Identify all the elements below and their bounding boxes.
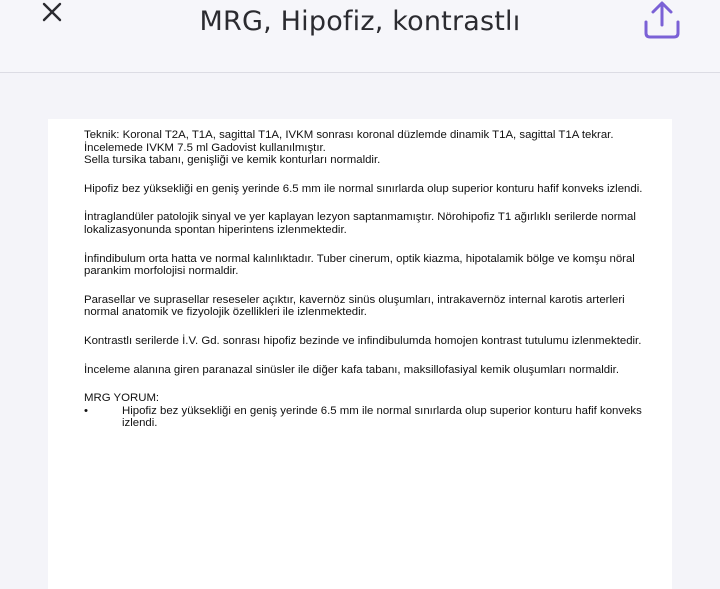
share-icon — [641, 0, 683, 40]
document-viewer[interactable] — [0, 73, 720, 581]
paragraph-parasellar: Parasellar ve suprasellar reseseler açıktır, kavernöz sinüs oluşumları, intrakavernöz internal karotis arterleri normal anatomik ve fizyolojik özellikleri ile izlenmektedir. — [84, 293, 625, 319]
share-button[interactable] — [638, 0, 686, 42]
report-text — [84, 129, 644, 430]
conclusion-heading: MRG YORUM: — [84, 392, 160, 405]
paragraph-sella: Sella tursika tabanı, genişliği ve kemik konturları normaldir. — [84, 154, 381, 167]
page-title: MRG, Hipofiz, kontrastlı — [199, 6, 521, 37]
paragraph-infundibulum: İnfindibulum orta hatta ve normal kalınlıktadır. Tuber cinerum, optik kiazma, hipotalamik bölge ve komşu nöral parankim morfolojisi normaldir. — [84, 252, 635, 278]
paragraph-technique: Teknik: Koronal T2A, T1A, sagittal T1A, IVKM sonrası koronal düzlemde dinamik T1A, sagittal T1A tekrar. İncelemede IVKM 7.5 ml Gadovist kullanılmıştır. — [84, 129, 614, 154]
conclusion-text: Hipofiz bez yüksekliği en geniş yerinde 6.5 mm ile normal sınırlarda olup superior konturu hafif konveks izlendi. — [122, 404, 642, 430]
paragraph-contrast: Kontrastlı serilerde İ.V. Gd. sonrası hipofiz bezinde ve infindibulumda homojen kontrast tutulumu izlenmektedir. — [84, 334, 642, 347]
top-bar — [0, 0, 720, 73]
bullet-symbol: • — [84, 404, 88, 417]
paragraph-sinuses: İnceleme alanına giren paranazal sinüsler ile diğer kafa tabanı, maksillofasiyal kemik oluşumları normaldir. — [84, 363, 619, 376]
document-page — [48, 119, 672, 589]
paragraph-pituitary-height: Hipofiz bez yüksekliği en geniş yerinde 6.5 mm ile normal sınırlarda olup superior konturu hafif konveks izlendi. — [84, 182, 643, 195]
conclusion-list-item — [84, 405, 644, 430]
paragraph-intraglandular: İntraglandüler patolojik sinyal ve yer kaplayan lezyon saptanmamıştır. Nörohipofiz T1 ağırlıklı serilerde normal lokalizasyonunda spontan hiperintens izlenmektedir. — [84, 211, 636, 236]
